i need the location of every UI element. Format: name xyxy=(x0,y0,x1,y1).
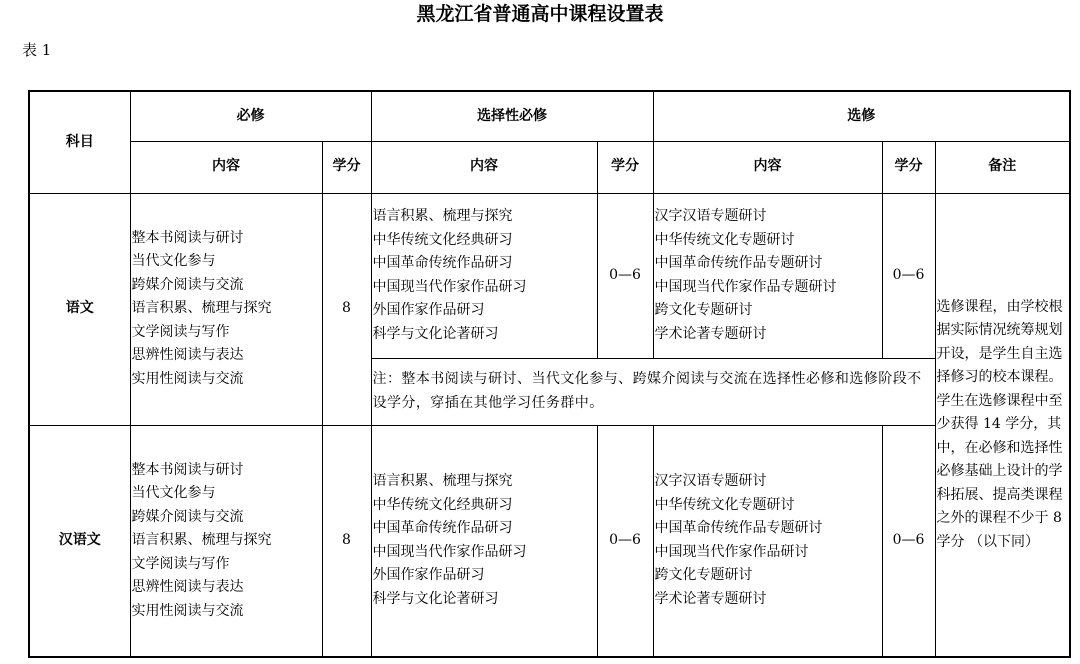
list-item: 中国革命传统作品专题研讨 xyxy=(654,520,823,537)
course-table xyxy=(28,90,1071,658)
list-item: 语言积累、梳理与探究 xyxy=(372,208,513,224)
list-item: 外国作家作品研习 xyxy=(372,567,485,584)
list-item: 中国革命传统作品研习 xyxy=(372,255,513,271)
list-item: 中国现当代作家作品专题研讨 xyxy=(654,278,837,295)
list-item: 科学与文化论著研习 xyxy=(372,590,499,607)
list-item: 学术论著专题研讨 xyxy=(654,590,767,607)
required-credits-cell: 8 xyxy=(322,425,371,657)
list-item: 外国作家作品研习 xyxy=(372,302,485,318)
header-elective: 选修 xyxy=(653,91,1070,141)
header-elective-content: 内容 xyxy=(653,141,882,193)
list-item: 中国现当代作家作品研习 xyxy=(372,278,527,295)
selective-credits-cell: 0—6 xyxy=(597,193,653,358)
elective-content-cell xyxy=(653,425,882,657)
list-item: 跨媒介阅读与交流 xyxy=(131,508,244,525)
list-item: 思辨性阅读与表达 xyxy=(131,579,244,595)
list-item: 中国现当代作家作品研讨 xyxy=(654,543,809,560)
header-elective-credits: 学分 xyxy=(882,141,935,193)
note-cell: 注：整本书阅读与研讨、当代文化参与、跨媒介阅读与交流在选择性必修和选修阶段不设学分，穿插在其他学习任务群中。 xyxy=(371,358,935,425)
page-title: 黑龙江省普通高中课程设置表 xyxy=(416,3,664,25)
list-item: 当代文化参与 xyxy=(131,253,216,270)
header-required-credits: 学分 xyxy=(322,141,371,193)
elective-content-cell xyxy=(653,193,882,358)
elective-credits-cell: 0—6 xyxy=(882,193,935,358)
list-item: 跨文化专题研讨 xyxy=(654,567,753,584)
list-item: 整本书阅读与研讨 xyxy=(131,229,244,246)
required-content-cell xyxy=(130,425,322,657)
selective-content-cell xyxy=(371,193,597,358)
list-item: 中国现当代作家作品研习 xyxy=(372,543,527,560)
header-subject: 科目 xyxy=(29,91,130,193)
remarks-cell: 选修课程，由学校根据实际情况统筹规划开设，是学生自主选择修习的校本课程。学生在选修课程中至少获得 14 学分，其中，在必修和选择性必修基础上设计的学科拓展、提高类课程之外的课程不少于 8 学分 （以下同） xyxy=(935,193,1070,657)
list-item: 思辨性阅读与表达 xyxy=(131,347,244,364)
header-required: 必修 xyxy=(130,91,371,141)
header-selective-credits: 学分 xyxy=(597,141,653,193)
header-selective-required: 选择性必修 xyxy=(371,91,653,141)
list-item: 学术论著专题研讨 xyxy=(654,325,767,342)
subject-cell: 语文 xyxy=(29,193,130,425)
list-item: 当代文化参与 xyxy=(131,485,216,501)
elective-credits-cell: 0—6 xyxy=(882,425,935,657)
list-item: 中国革命传统作品专题研讨 xyxy=(654,255,823,271)
selective-credits-cell: 0—6 xyxy=(597,425,653,657)
subject-cell: 汉语文 xyxy=(29,425,130,657)
list-item: 中华传统文化专题研讨 xyxy=(654,496,795,513)
header-selective-content: 内容 xyxy=(371,141,597,193)
list-item: 跨媒介阅读与交流 xyxy=(131,276,244,293)
header-required-content: 内容 xyxy=(130,141,322,193)
selective-content-cell xyxy=(371,425,597,657)
list-item: 跨文化专题研讨 xyxy=(654,302,753,318)
table-label: 表 1 xyxy=(22,41,52,59)
list-item: 语言积累、梳理与探究 xyxy=(372,473,513,490)
list-item: 中华传统文化专题研讨 xyxy=(654,231,795,248)
list-item: 语言积累、梳理与探究 xyxy=(131,300,272,317)
list-item: 实用性阅读与交流 xyxy=(131,602,244,619)
list-item: 中华传统文化经典研习 xyxy=(372,496,513,513)
list-item: 语言积累、梳理与探究 xyxy=(131,532,272,548)
header-remarks: 备注 xyxy=(935,141,1070,193)
required-credits-cell: 8 xyxy=(322,193,371,425)
list-item: 汉字汉语专题研讨 xyxy=(654,208,767,224)
list-item: 科学与文化论著研习 xyxy=(372,325,499,342)
list-item: 汉字汉语专题研讨 xyxy=(654,473,767,490)
list-item: 中华传统文化经典研习 xyxy=(372,231,513,248)
list-item: 实用性阅读与交流 xyxy=(131,370,244,387)
list-item: 整本书阅读与研讨 xyxy=(131,461,244,478)
list-item: 文学阅读与写作 xyxy=(131,323,230,340)
required-content-cell xyxy=(130,193,322,425)
list-item: 文学阅读与写作 xyxy=(131,555,230,572)
list-item: 中国革命传统作品研习 xyxy=(372,520,513,537)
